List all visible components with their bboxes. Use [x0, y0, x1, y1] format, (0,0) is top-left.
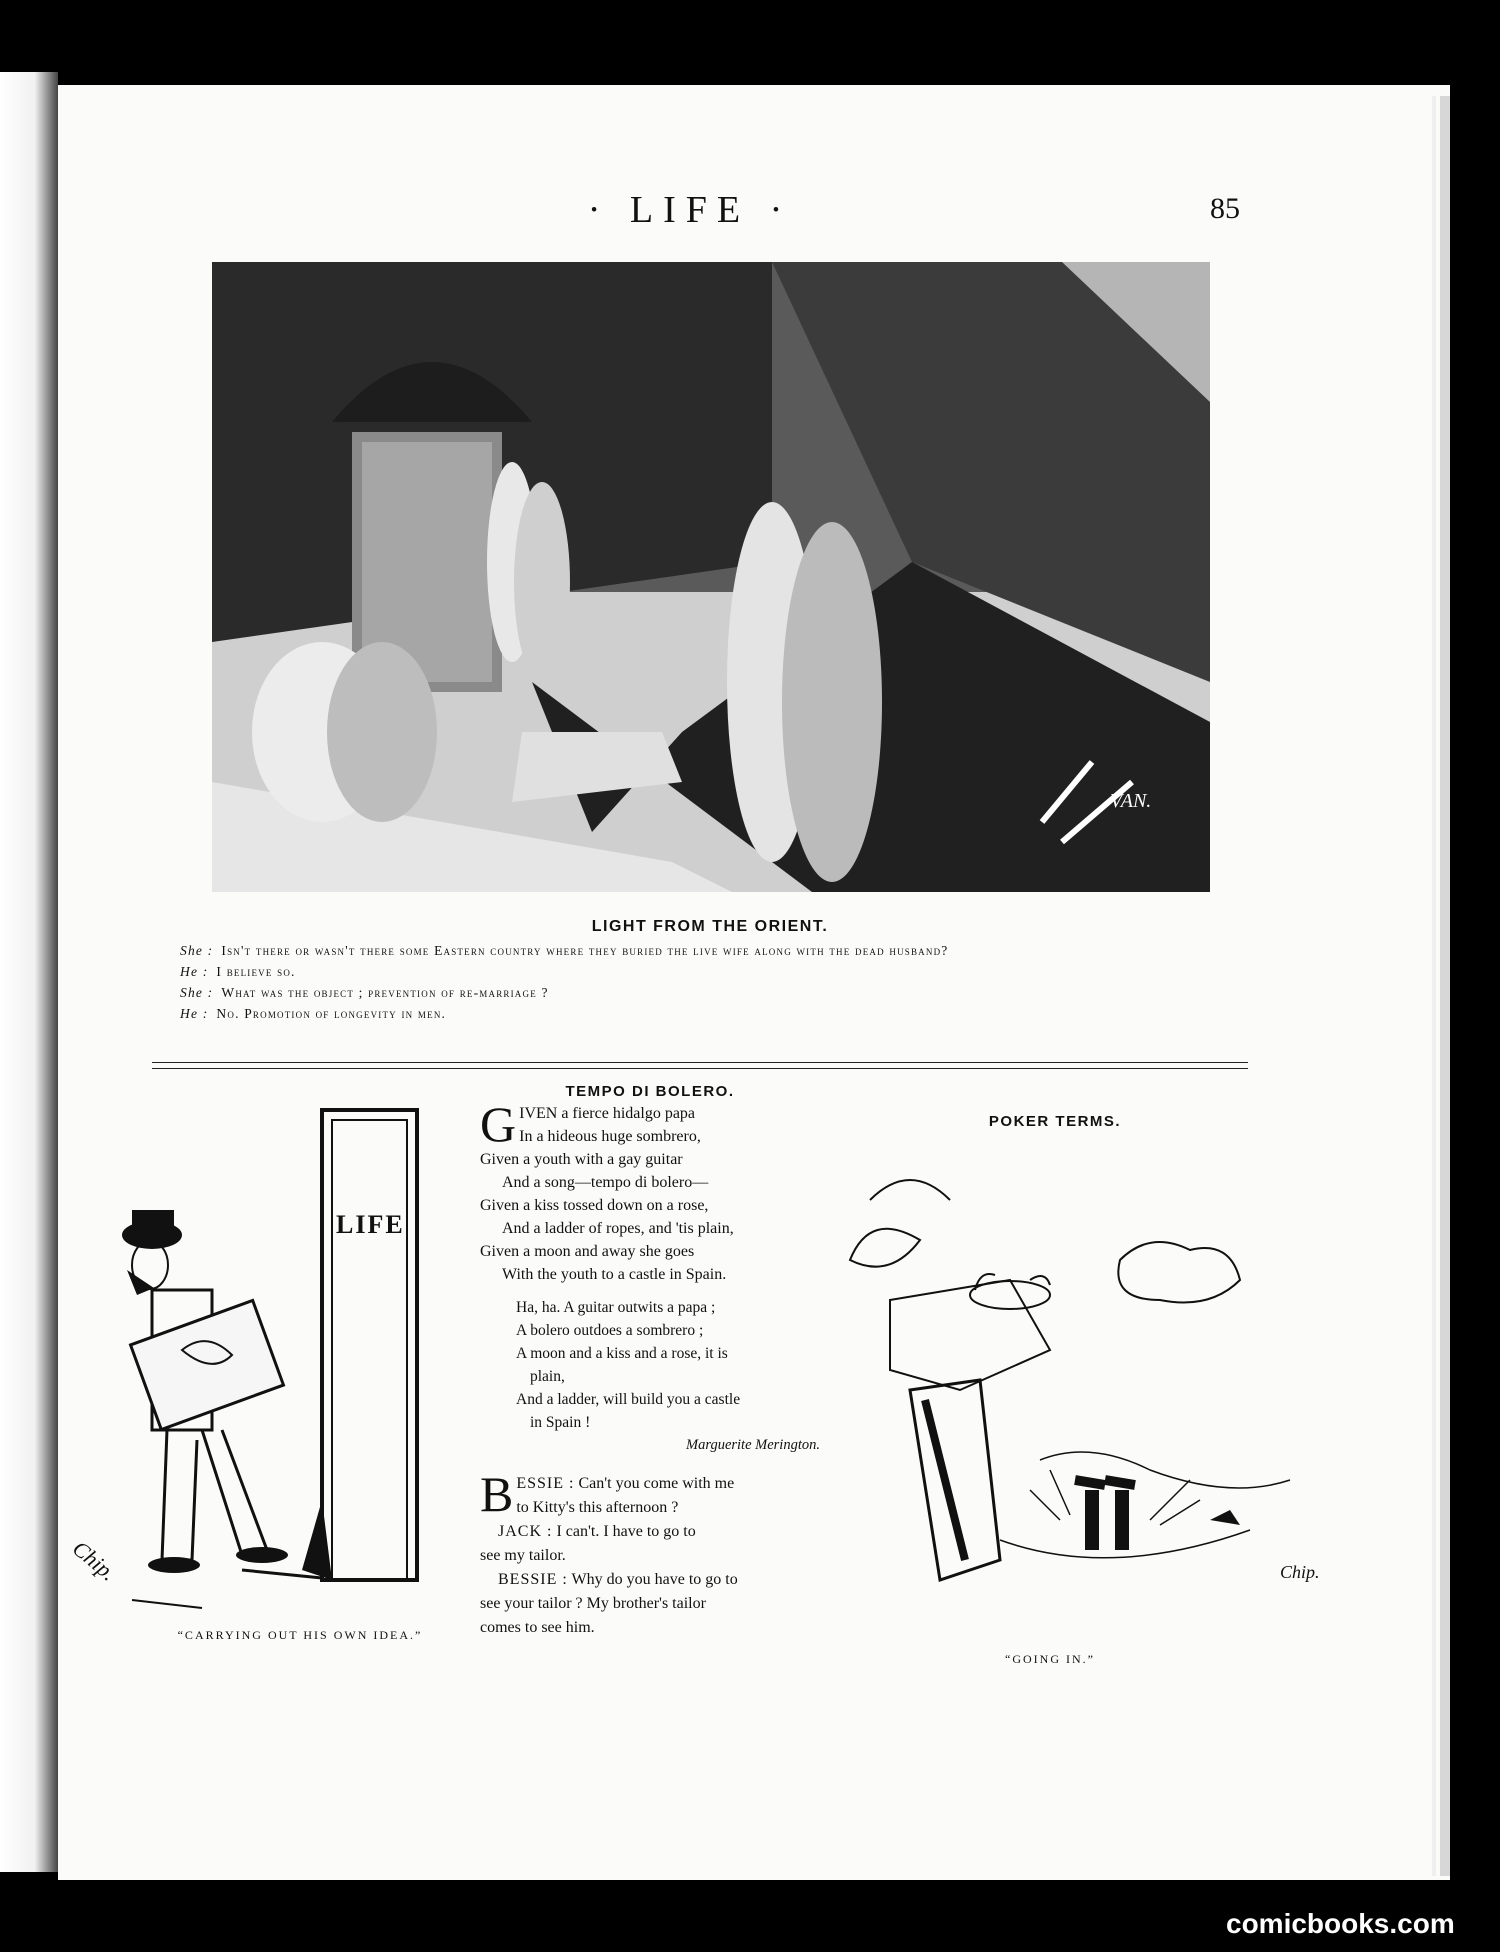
artist-signature-chip-right: Chip.: [1280, 1562, 1320, 1582]
speaker-jack: JACK :: [498, 1523, 553, 1540]
joke-text: comes to see him.: [480, 1619, 595, 1636]
poem-line: In a hideous huge sombrero,: [519, 1128, 701, 1145]
joke-text: I can't. I have to go to: [556, 1523, 696, 1540]
poem-author: Marguerite Merington.: [686, 1437, 820, 1453]
headline-light-from-the-orient: LIGHT FROM THE ORIENT.: [591, 918, 829, 935]
magazine-title: · LIFE ·: [587, 189, 793, 231]
speaker-he: He :: [180, 1006, 209, 1021]
poem-line: IVEN a fierce hidalgo papa: [519, 1105, 696, 1122]
speaker-bessie: BESSIE :: [498, 1571, 568, 1588]
orient-dialog: [180, 940, 1252, 1024]
artist-signature-van: VAN.: [1110, 790, 1152, 812]
joke-line: [480, 1520, 816, 1544]
page-number: 85: [1210, 192, 1240, 225]
refrain-line: And a ladder, will build you a castle: [516, 1391, 741, 1408]
refrain-line: Ha, ha. A guitar outwits a papa ;: [516, 1299, 716, 1316]
poem-line: And a song—tempo di bolero—: [502, 1174, 709, 1191]
poem-line: With the youth to a castle in Spain.: [502, 1266, 727, 1283]
refrain-line: A bolero outdoes a sombrero ;: [516, 1322, 704, 1339]
dialog-line: [180, 1003, 1252, 1024]
artist-signature-chip: Chip.: [67, 1535, 122, 1586]
garden-illustration: [212, 262, 1210, 892]
dialog-text: I believe so.: [216, 964, 296, 979]
dialog-text: Isn't there or wasn't there some Eastern country where they buried the live wife along with the dead husband?: [221, 943, 949, 958]
poem-title: TEMPO DI BOLERO.: [565, 1083, 735, 1100]
speaker-bessie: ESSIE :: [516, 1475, 575, 1492]
carrying-idea-cartoon: [62, 1100, 452, 1640]
refrain-line: A moon and a kiss and a rose, it is: [516, 1345, 728, 1362]
dialog-text: What was the object ; prevention of re-marriage ?: [221, 985, 549, 1000]
watermark: comicbooks.com: [1226, 1908, 1455, 1939]
going-in-cartoon: [830, 1140, 1350, 1610]
joke-line: [480, 1496, 816, 1520]
joke-dropcap: B: [480, 1466, 514, 1522]
poem-dropcap: G: [480, 1096, 517, 1152]
dialog-line: [180, 961, 1252, 982]
section-divider: [152, 1062, 1248, 1063]
joke-line: [480, 1592, 816, 1616]
door-sign-life: LIFE: [336, 1210, 405, 1239]
poem-line: Given a moon and away she goes: [480, 1243, 695, 1260]
caption-going-in: “GOING IN.”: [1005, 1652, 1095, 1666]
joke-text: see your tailor ? My brother's tailor: [480, 1595, 706, 1612]
joke-line: [480, 1544, 816, 1568]
caption-carrying-out-his-own-idea: “CARRYING OUT HIS OWN IDEA.”: [177, 1628, 423, 1642]
poem-line: Given a youth with a gay guitar: [480, 1151, 683, 1168]
joke-text: Why do you have to go to: [571, 1571, 738, 1588]
joke-line: [480, 1616, 816, 1640]
joke-text: Can't you come with me: [578, 1475, 735, 1492]
joke-text: to Kitty's this afternoon ?: [516, 1499, 679, 1516]
joke-line: [480, 1568, 816, 1592]
poem-refrain: [480, 1296, 820, 1434]
left-page-edge: [0, 72, 58, 1872]
speaker-she: She :: [180, 943, 214, 958]
bessie-jack-joke: [480, 1466, 816, 1640]
poem-line: Given a kiss tossed down on a rose,: [480, 1197, 709, 1214]
speaker-she: She :: [180, 985, 214, 1000]
dialog-text: No. Promotion of longevity in men.: [216, 1006, 447, 1021]
joke-text: see my tailor.: [480, 1547, 566, 1564]
poem-line: And a ladder of ropes, and 'tis plain,: [502, 1220, 734, 1237]
page-edge-highlight: [1432, 96, 1436, 1876]
joke-line: [480, 1472, 816, 1496]
dialog-line: [180, 982, 1252, 1003]
section-divider: [152, 1068, 1248, 1069]
headline-poker-terms: POKER TERMS.: [988, 1113, 1122, 1130]
page-edge-strip: [1440, 96, 1450, 1876]
refrain-line: plain,: [530, 1368, 565, 1385]
poem-tempo-di-bolero: [480, 1096, 820, 1457]
speaker-he: He :: [180, 964, 209, 979]
refrain-line: in Spain !: [530, 1414, 591, 1431]
dialog-line: [180, 940, 1252, 961]
